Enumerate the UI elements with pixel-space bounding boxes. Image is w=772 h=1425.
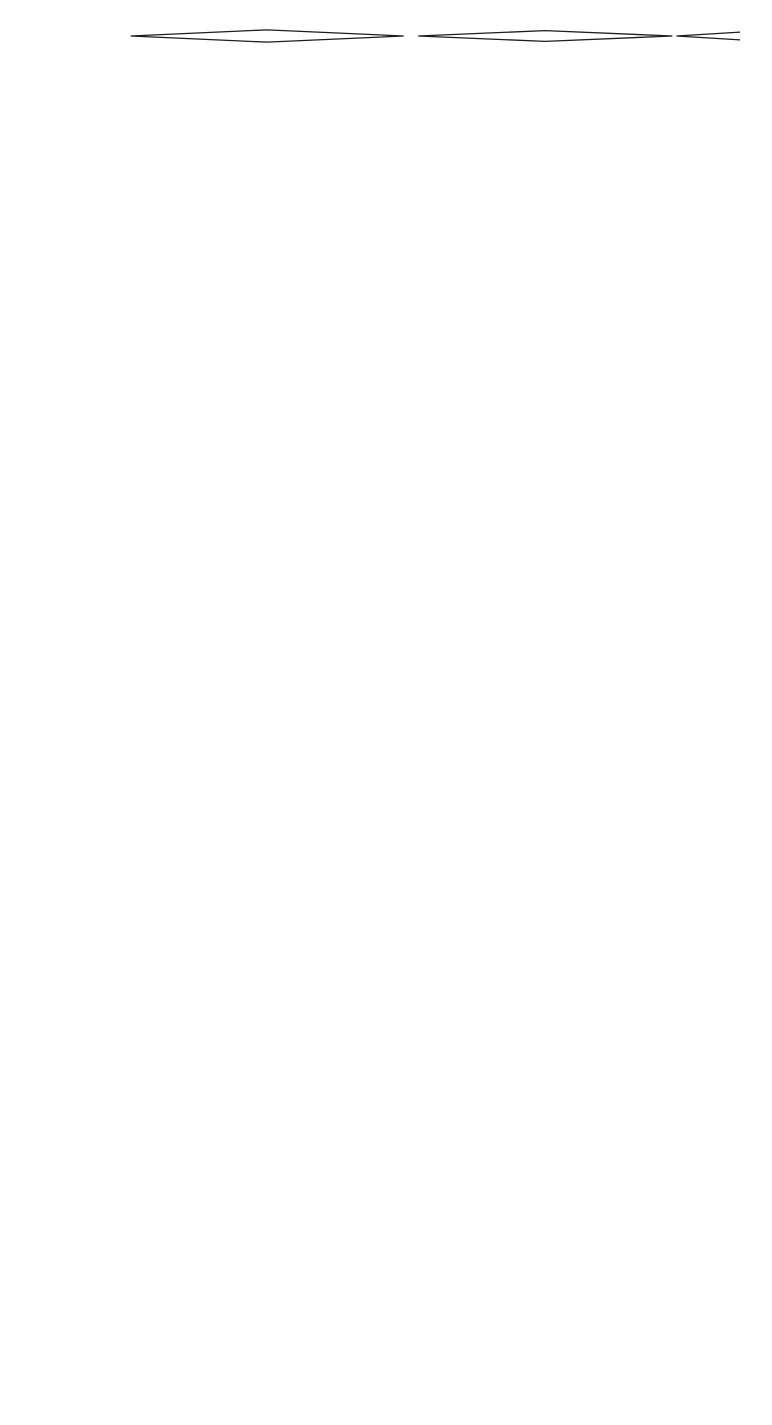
crescendo-decrescendo-hairpin-icon [126, 26, 408, 46]
tempo-change-row [30, 24, 746, 48]
hairpin-right-icon [414, 26, 746, 46]
